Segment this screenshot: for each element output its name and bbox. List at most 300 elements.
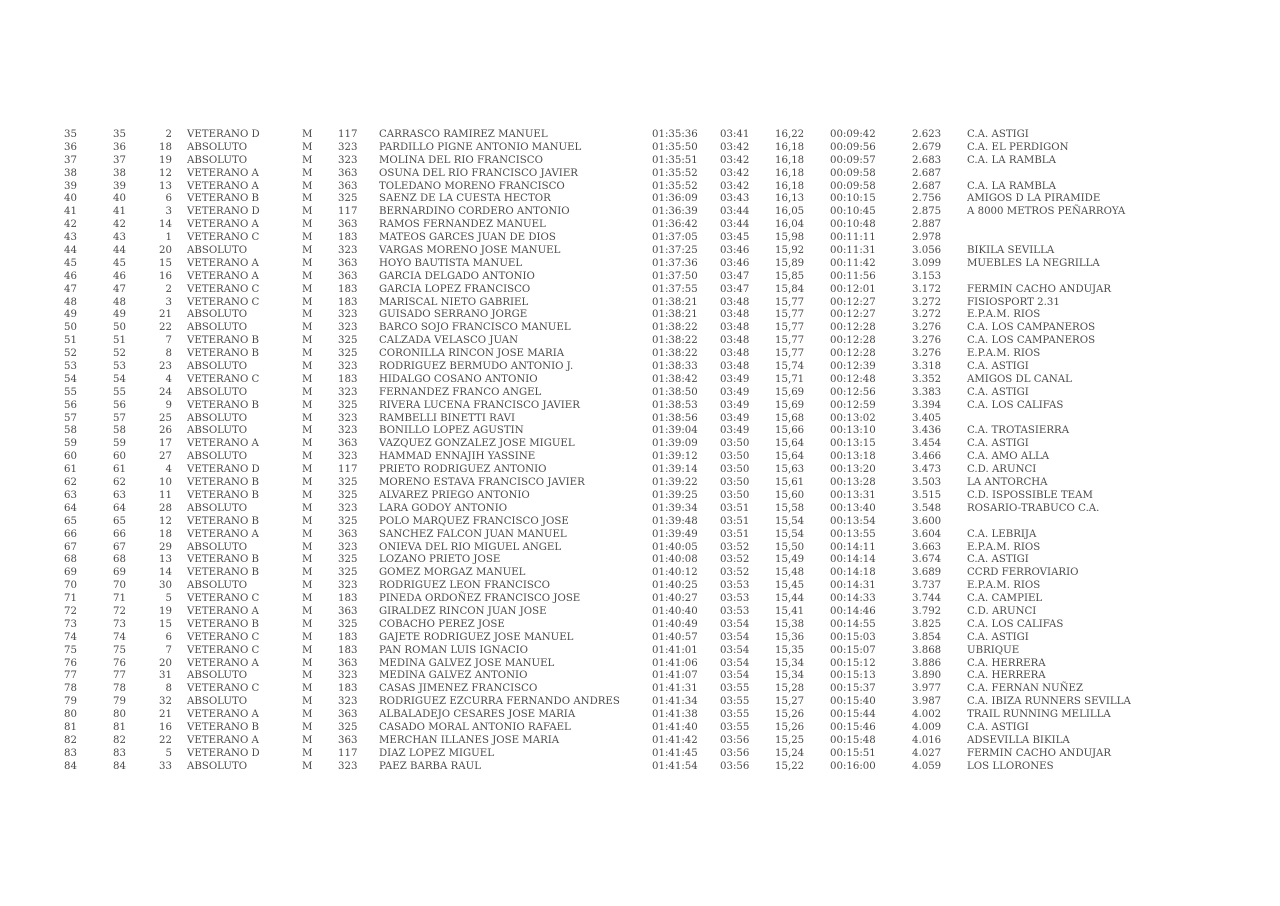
table-row <box>0 193 1280 206</box>
category: VETERANO C <box>187 373 260 385</box>
category-position: 2 <box>165 283 172 295</box>
speed: 15,25 <box>775 734 805 746</box>
pace: 03:52 <box>720 554 750 566</box>
points: 2.687 <box>912 167 942 179</box>
speed: 15,74 <box>775 361 805 373</box>
points: 2.687 <box>912 180 942 192</box>
points: 3.318 <box>912 361 942 373</box>
category: VETERANO C <box>187 644 260 656</box>
speed: 15,77 <box>775 335 805 347</box>
sex: M <box>302 670 313 682</box>
sex: M <box>302 257 313 269</box>
bib-number: 53 <box>113 361 126 373</box>
speed: 15,28 <box>775 683 805 695</box>
club-name: C.A. IBIZA RUNNERS SEVILLA <box>967 696 1131 708</box>
sex: M <box>302 270 313 282</box>
pace: 03:56 <box>720 760 750 772</box>
pace: 03:56 <box>720 747 750 759</box>
speed: 15,64 <box>775 438 805 450</box>
position: 49 <box>64 309 77 321</box>
runner-name: PARDILLO PIGNE ANTONIO MANUEL <box>379 141 582 153</box>
category-code: 325 <box>338 477 358 489</box>
pace: 03:50 <box>720 451 750 463</box>
finish-time: 01:41:01 <box>652 644 698 656</box>
pace: 03:49 <box>720 399 750 411</box>
sex: M <box>302 206 313 218</box>
runner-name: CARRASCO RAMIREZ MANUEL <box>379 129 548 140</box>
points: 3.099 <box>912 257 942 269</box>
sex: M <box>302 451 313 463</box>
sex: M <box>302 154 313 166</box>
bib-number: 36 <box>113 141 126 153</box>
category-code: 323 <box>338 412 358 424</box>
speed: 15,36 <box>775 631 805 643</box>
category-code: 363 <box>338 219 358 231</box>
club-name: FISIOSPORT 2.31 <box>967 296 1060 308</box>
position: 70 <box>64 580 77 592</box>
position: 83 <box>64 747 77 759</box>
time-gap: 00:12:28 <box>830 348 876 360</box>
finish-time: 01:39:09 <box>652 438 698 450</box>
sex: M <box>302 644 313 656</box>
finish-time: 01:40:27 <box>652 593 698 605</box>
speed: 15,35 <box>775 644 805 656</box>
pace: 03:55 <box>720 683 750 695</box>
table-row <box>0 722 1280 735</box>
runner-name: SAENZ DE LA CUESTA HECTOR <box>379 193 551 205</box>
category: VETERANO A <box>187 657 259 669</box>
runner-name: MERCHAN ILLANES JOSE MARIA <box>379 734 560 746</box>
category: VETERANO A <box>187 709 259 721</box>
bib-number: 54 <box>113 373 126 385</box>
speed: 15,34 <box>775 657 805 669</box>
runner-name: FERNANDEZ FRANCO ANGEL <box>379 386 542 398</box>
speed: 15,58 <box>775 502 805 514</box>
bib-number: 70 <box>113 580 126 592</box>
time-gap: 00:12:01 <box>830 283 876 295</box>
table-row <box>0 696 1280 709</box>
sex: M <box>302 696 313 708</box>
category-code: 183 <box>338 373 358 385</box>
time-gap: 00:13:54 <box>830 515 876 527</box>
category: VETERANO D <box>187 747 260 759</box>
speed: 15,77 <box>775 322 805 334</box>
time-gap: 00:13:15 <box>830 438 876 450</box>
finish-time: 01:41:42 <box>652 734 698 746</box>
club-name: C.A. HERRERA <box>967 670 1046 682</box>
runner-name: OSUNA DEL RIO FRANCISCO JAVIER <box>379 167 578 179</box>
sex: M <box>302 593 313 605</box>
category-position: 10 <box>159 477 172 489</box>
table-row <box>0 400 1280 413</box>
pace: 03:54 <box>720 631 750 643</box>
finish-time: 01:35:50 <box>652 141 698 153</box>
table-row <box>0 554 1280 567</box>
category-code: 363 <box>338 167 358 179</box>
points: 3.737 <box>912 580 942 592</box>
category: ABSOLUTO <box>187 386 248 398</box>
table-row <box>0 593 1280 606</box>
pace: 03:42 <box>720 154 750 166</box>
club-name: C.A. LOS CALIFAS <box>967 399 1064 411</box>
speed: 16,18 <box>775 180 805 192</box>
category-position: 14 <box>159 567 172 579</box>
position: 54 <box>64 373 77 385</box>
club-name: C.A. ASTIGI <box>967 721 1029 733</box>
pace: 03:48 <box>720 361 750 373</box>
runner-name: RODRIGUEZ EZCURRA FERNANDO ANDRES <box>379 696 620 708</box>
bib-number: 68 <box>113 554 126 566</box>
bib-number: 44 <box>113 245 126 257</box>
club-name: C.A. ASTIGI <box>967 386 1029 398</box>
finish-time: 01:37:55 <box>652 283 698 295</box>
club-name: C.A. LOS CAMPANEROS <box>967 322 1096 334</box>
category: VETERANO C <box>187 296 260 308</box>
pace: 03:50 <box>720 438 750 450</box>
points: 2.623 <box>912 129 942 140</box>
time-gap: 00:14:31 <box>830 580 876 592</box>
points: 3.383 <box>912 386 942 398</box>
time-gap: 00:13:55 <box>830 528 876 540</box>
position: 84 <box>64 760 77 772</box>
bib-number: 80 <box>113 709 126 721</box>
points: 4.009 <box>912 721 942 733</box>
category-code: 323 <box>338 670 358 682</box>
club-name: C.D. ARUNCI <box>967 464 1037 476</box>
category-code: 323 <box>338 361 358 373</box>
speed: 15,69 <box>775 386 805 398</box>
points: 3.276 <box>912 335 942 347</box>
pace: 03:49 <box>720 386 750 398</box>
position: 40 <box>64 193 77 205</box>
category-code: 323 <box>338 451 358 463</box>
category: VETERANO B <box>187 721 260 733</box>
finish-time: 01:40:12 <box>652 567 698 579</box>
table-row <box>0 387 1280 400</box>
runner-name: DIAZ LOPEZ MIGUEL <box>379 747 494 759</box>
position: 63 <box>64 489 77 501</box>
category-position: 15 <box>159 257 172 269</box>
table-row <box>0 606 1280 619</box>
club-name: C.A. LA RAMBLA <box>967 154 1056 166</box>
bib-number: 77 <box>113 670 126 682</box>
category: VETERANO A <box>187 257 259 269</box>
sex: M <box>302 245 313 257</box>
runner-name: GAJETE RODRIGUEZ JOSE MANUEL <box>379 631 574 643</box>
pace: 03:52 <box>720 567 750 579</box>
bib-number: 38 <box>113 167 126 179</box>
pace: 03:42 <box>720 167 750 179</box>
time-gap: 00:09:58 <box>830 180 876 192</box>
pace: 03:49 <box>720 373 750 385</box>
pace: 03:44 <box>720 219 750 231</box>
category-code: 323 <box>338 580 358 592</box>
time-gap: 00:15:44 <box>830 709 876 721</box>
table-row <box>0 155 1280 168</box>
position: 39 <box>64 180 77 192</box>
bib-number: 46 <box>113 270 126 282</box>
points: 3.436 <box>912 425 942 437</box>
bib-number: 78 <box>113 683 126 695</box>
category: VETERANO A <box>187 528 259 540</box>
pace: 03:52 <box>720 541 750 553</box>
category: VETERANO A <box>187 734 259 746</box>
finish-time: 01:36:39 <box>652 206 698 218</box>
speed: 15,71 <box>775 373 805 385</box>
pace: 03:53 <box>720 593 750 605</box>
points: 2.756 <box>912 193 942 205</box>
runner-name: LOZANO PRIETO JOSE <box>379 554 501 566</box>
bib-number: 48 <box>113 296 126 308</box>
club-name: AMIGOS D LA PIRAMIDE <box>967 193 1101 205</box>
table-row <box>0 464 1280 477</box>
runner-name: CALZADA VELASCO JUAN <box>379 335 519 347</box>
time-gap: 00:12:59 <box>830 399 876 411</box>
category-code: 323 <box>338 425 358 437</box>
points: 3.503 <box>912 477 942 489</box>
category-code: 323 <box>338 154 358 166</box>
position: 47 <box>64 283 77 295</box>
sex: M <box>302 580 313 592</box>
position: 73 <box>64 618 77 630</box>
runner-name: PRIETO RODRIGUEZ ANTONIO <box>379 464 547 476</box>
category-position: 27 <box>159 451 172 463</box>
category-code: 323 <box>338 141 358 153</box>
finish-time: 01:38:21 <box>652 296 698 308</box>
club-name: A 8000 METROS PEÑARROYA <box>967 206 1126 218</box>
category: ABSOLUTO <box>187 670 248 682</box>
time-gap: 00:11:31 <box>830 245 876 257</box>
pace: 03:49 <box>720 412 750 424</box>
club-name: C.D. ARUNCI <box>967 605 1037 617</box>
bib-number: 79 <box>113 696 126 708</box>
table-row <box>0 670 1280 683</box>
bib-number: 69 <box>113 567 126 579</box>
club-name: ROSARIO-TRABUCO C.A. <box>967 502 1100 514</box>
pace: 03:42 <box>720 141 750 153</box>
finish-time: 01:35:52 <box>652 167 698 179</box>
table-row <box>0 658 1280 671</box>
points: 3.792 <box>912 605 942 617</box>
pace: 03:55 <box>720 696 750 708</box>
time-gap: 00:12:39 <box>830 361 876 373</box>
club-name: C.A. CAMPIEL <box>967 593 1043 605</box>
category: ABSOLUTO <box>187 451 248 463</box>
speed: 15,64 <box>775 451 805 463</box>
time-gap: 00:09:58 <box>830 167 876 179</box>
category-code: 183 <box>338 283 358 295</box>
category-code: 183 <box>338 683 358 695</box>
category-position: 16 <box>159 270 172 282</box>
finish-time: 01:39:48 <box>652 515 698 527</box>
category: VETERANO D <box>187 129 260 140</box>
speed: 15,89 <box>775 257 805 269</box>
finish-time: 01:38:22 <box>652 335 698 347</box>
finish-time: 01:39:04 <box>652 425 698 437</box>
bib-number: 39 <box>113 180 126 192</box>
table-row <box>0 129 1280 142</box>
table-row <box>0 322 1280 335</box>
category: VETERANO A <box>187 605 259 617</box>
finish-time: 01:37:05 <box>652 232 698 244</box>
sex: M <box>302 554 313 566</box>
finish-time: 01:35:36 <box>652 129 698 140</box>
bib-number: 76 <box>113 657 126 669</box>
category: ABSOLUTO <box>187 141 248 153</box>
time-gap: 00:15:51 <box>830 747 876 759</box>
category: ABSOLUTO <box>187 322 248 334</box>
category-code: 183 <box>338 232 358 244</box>
bib-number: 73 <box>113 618 126 630</box>
finish-time: 01:40:25 <box>652 580 698 592</box>
category-code: 117 <box>338 464 358 476</box>
category-position: 21 <box>159 709 172 721</box>
points: 3.977 <box>912 683 942 695</box>
runner-name: POLO MARQUEZ FRANCISCO JOSE <box>379 515 569 527</box>
table-row <box>0 181 1280 194</box>
bib-number: 37 <box>113 154 126 166</box>
speed: 16,18 <box>775 141 805 153</box>
speed: 15,77 <box>775 296 805 308</box>
category-code: 363 <box>338 438 358 450</box>
bib-number: 47 <box>113 283 126 295</box>
points: 3.394 <box>912 399 942 411</box>
speed: 16,22 <box>775 129 805 140</box>
runner-name: MORENO ESTAVA FRANCISCO JAVIER <box>379 477 585 489</box>
pace: 03:46 <box>720 245 750 257</box>
category-position: 29 <box>159 541 172 553</box>
finish-time: 01:38:53 <box>652 399 698 411</box>
finish-time: 01:38:50 <box>652 386 698 398</box>
finish-time: 01:41:38 <box>652 709 698 721</box>
time-gap: 00:14:46 <box>830 605 876 617</box>
table-row <box>0 361 1280 374</box>
club-name: C.A. AMO ALLA <box>967 451 1050 463</box>
category-position: 1 <box>165 232 172 244</box>
category: ABSOLUTO <box>187 502 248 514</box>
category-code: 183 <box>338 296 358 308</box>
pace: 03:54 <box>720 644 750 656</box>
club-name: C.A. ASTIGI <box>967 438 1029 450</box>
category: ABSOLUTO <box>187 154 248 166</box>
finish-time: 01:39:22 <box>652 477 698 489</box>
runner-name: PAEZ BARBA RAUL <box>379 760 482 772</box>
finish-time: 01:39:25 <box>652 489 698 501</box>
position: 79 <box>64 696 77 708</box>
table-row <box>0 748 1280 761</box>
points: 4.059 <box>912 760 942 772</box>
points: 3.886 <box>912 657 942 669</box>
category-position: 4 <box>165 373 172 385</box>
bib-number: 61 <box>113 464 126 476</box>
club-name: UBRIQUE <box>967 644 1020 656</box>
runner-name: GUISADO SERRANO JORGE <box>379 309 528 321</box>
pace: 03:50 <box>720 464 750 476</box>
points: 2.683 <box>912 154 942 166</box>
club-name: E.P.A.M. RIOS <box>967 541 1041 553</box>
speed: 15,26 <box>775 721 805 733</box>
finish-time: 01:37:50 <box>652 270 698 282</box>
sex: M <box>302 683 313 695</box>
category-position: 22 <box>159 734 172 746</box>
speed: 15,60 <box>775 489 805 501</box>
pace: 03:56 <box>720 734 750 746</box>
runner-name: BONILLO LOPEZ AGUSTIN <box>379 425 524 437</box>
category-position: 31 <box>159 670 172 682</box>
position: 41 <box>64 206 77 218</box>
finish-time: 01:40:40 <box>652 605 698 617</box>
category-position: 23 <box>159 361 172 373</box>
position: 52 <box>64 348 77 360</box>
points: 2.875 <box>912 206 942 218</box>
sex: M <box>302 193 313 205</box>
position: 36 <box>64 141 77 153</box>
category-position: 20 <box>159 657 172 669</box>
position: 56 <box>64 399 77 411</box>
runner-name: VAZQUEZ GONZALEZ JOSE MIGUEL <box>379 438 575 450</box>
finish-time: 01:39:14 <box>652 464 698 476</box>
time-gap: 00:16:00 <box>830 760 876 772</box>
category-code: 325 <box>338 193 358 205</box>
points: 3.674 <box>912 554 942 566</box>
category-position: 21 <box>159 309 172 321</box>
runner-name: GIRALDEZ RINCON JUAN JOSE <box>379 605 547 617</box>
table-row <box>0 477 1280 490</box>
runner-name: MOLINA DEL RIO FRANCISCO <box>379 154 543 166</box>
time-gap: 00:13:28 <box>830 477 876 489</box>
sex: M <box>302 283 313 295</box>
pace: 03:41 <box>720 129 750 140</box>
speed: 16,05 <box>775 206 805 218</box>
pace: 03:47 <box>720 270 750 282</box>
runner-name: RODRIGUEZ BERMUDO ANTONIO J. <box>379 361 574 373</box>
table-row <box>0 516 1280 529</box>
table-row <box>0 645 1280 658</box>
points: 3.663 <box>912 541 942 553</box>
finish-time: 01:41:07 <box>652 670 698 682</box>
category-code: 325 <box>338 618 358 630</box>
points: 3.405 <box>912 412 942 424</box>
points: 3.548 <box>912 502 942 514</box>
time-gap: 00:12:28 <box>830 335 876 347</box>
club-name: C.A. LEBRIJA <box>967 528 1037 540</box>
speed: 15,54 <box>775 528 805 540</box>
speed: 15,27 <box>775 696 805 708</box>
runner-name: BARCO SOJO FRANCISCO MANUEL <box>379 322 571 334</box>
speed: 16,13 <box>775 193 805 205</box>
sex: M <box>302 348 313 360</box>
speed: 15,50 <box>775 541 805 553</box>
bib-number: 65 <box>113 515 126 527</box>
sex: M <box>302 141 313 153</box>
points: 3.854 <box>912 631 942 643</box>
sex: M <box>302 180 313 192</box>
category-position: 3 <box>165 296 172 308</box>
category-code: 323 <box>338 696 358 708</box>
category: VETERANO B <box>187 193 260 205</box>
points: 3.276 <box>912 348 942 360</box>
position: 38 <box>64 167 77 179</box>
pace: 03:53 <box>720 580 750 592</box>
sex: M <box>302 515 313 527</box>
category: ABSOLUTO <box>187 245 248 257</box>
points: 3.454 <box>912 438 942 450</box>
position: 51 <box>64 335 77 347</box>
category-position: 7 <box>165 335 172 347</box>
club-name: C.A. TROTASIERRA <box>967 425 1070 437</box>
category: VETERANO B <box>187 567 260 579</box>
category-position: 24 <box>159 386 172 398</box>
